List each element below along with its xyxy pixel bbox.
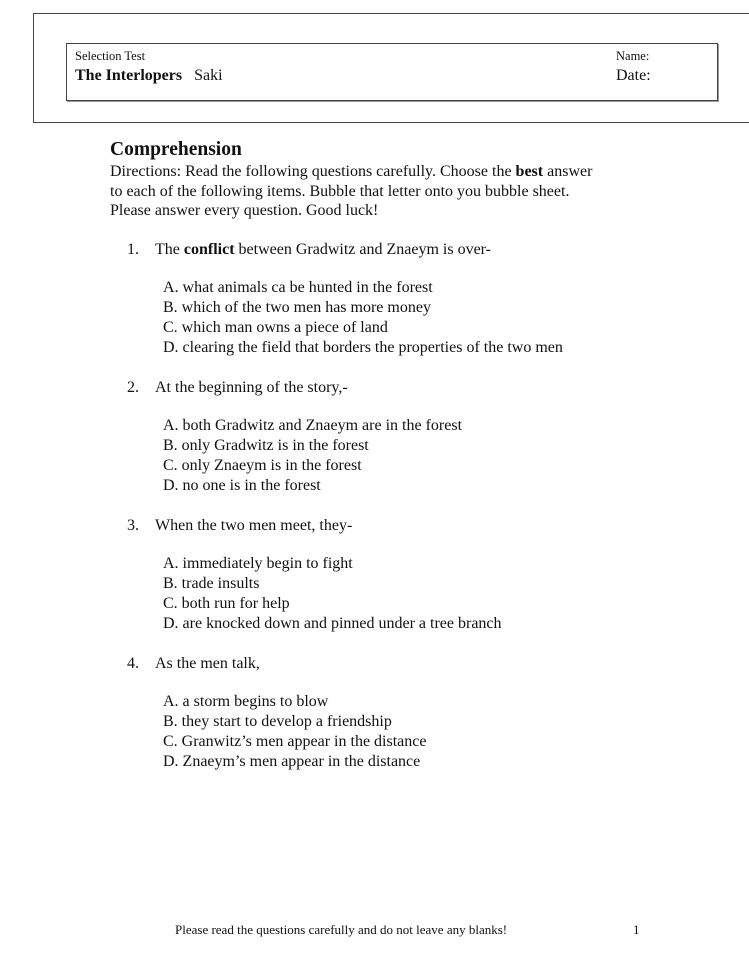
- question-text: [155, 378, 348, 398]
- story-title-line: [75, 67, 223, 85]
- question-stem: between Gradwitz and Znaeym is over-: [234, 241, 491, 258]
- author: Saki: [194, 67, 223, 84]
- question-number: 3.: [127, 517, 139, 534]
- answer-option: B. trade insults: [163, 575, 260, 592]
- question-number: 2.: [127, 379, 139, 396]
- question-number: 1.: [127, 241, 139, 258]
- answer-option: D. clearing the field that borders the properties of the two men: [163, 339, 563, 356]
- question-stem: As the men talk,: [155, 655, 260, 672]
- directions-line: Please answer every question. Good luck!: [110, 202, 379, 219]
- question-number: 4.: [127, 655, 139, 672]
- directions-line: to each of the following items. Bubble that letter onto you bubble sheet.: [110, 182, 570, 200]
- answer-option: A. immediately begin to fight: [163, 555, 353, 572]
- directions-bold: best: [515, 163, 544, 180]
- directions-text: Directions: Read the following questions carefully. Choose the: [110, 163, 516, 180]
- question-stem: When the two men meet, they-: [155, 517, 353, 534]
- question-stem: The: [155, 241, 184, 258]
- answer-option: D. no one is in the forest: [163, 477, 321, 494]
- section-title: Comprehension: [110, 139, 242, 160]
- answer-option: A. a storm begins to blow: [163, 693, 329, 710]
- answer-option: C. only Znaeym is in the forest: [163, 457, 362, 474]
- directions: [110, 162, 592, 221]
- name-label: Name:: [616, 49, 650, 63]
- question-text: [155, 654, 260, 674]
- date-label: Date:: [616, 67, 651, 84]
- answer-option: C. which man owns a piece of land: [163, 319, 388, 336]
- answer-option: B. which of the two men has more money: [163, 299, 431, 316]
- question-text: [155, 516, 352, 536]
- question-keyword: conflict: [183, 241, 235, 258]
- answer-option: D. Znaeym’s men appear in the distance: [163, 753, 421, 770]
- answer-option: B. only Gradwitz is in the forest: [163, 437, 369, 454]
- story-title: The Interlopers: [75, 67, 183, 84]
- footer-text: Please read the questions carefully and do not leave any blanks!: [175, 922, 508, 937]
- question-text: [155, 240, 491, 260]
- test-label: Selection Test: [75, 49, 146, 63]
- answer-option: C. both run for help: [163, 595, 290, 612]
- answer-option: A. what animals ca be hunted in the forest: [163, 279, 433, 296]
- directions-text: answer: [543, 163, 593, 180]
- answer-option: C. Granwitz’s men appear in the distance: [163, 733, 427, 750]
- page-number: 1: [633, 922, 640, 937]
- answer-option: D. are knocked down and pinned under a tree branch: [163, 615, 502, 632]
- answer-option: A. both Gradwitz and Znaeym are in the forest: [163, 417, 463, 434]
- question-stem: At the beginning of the story,-: [155, 379, 348, 396]
- answer-option: B. they start to develop a friendship: [163, 713, 392, 730]
